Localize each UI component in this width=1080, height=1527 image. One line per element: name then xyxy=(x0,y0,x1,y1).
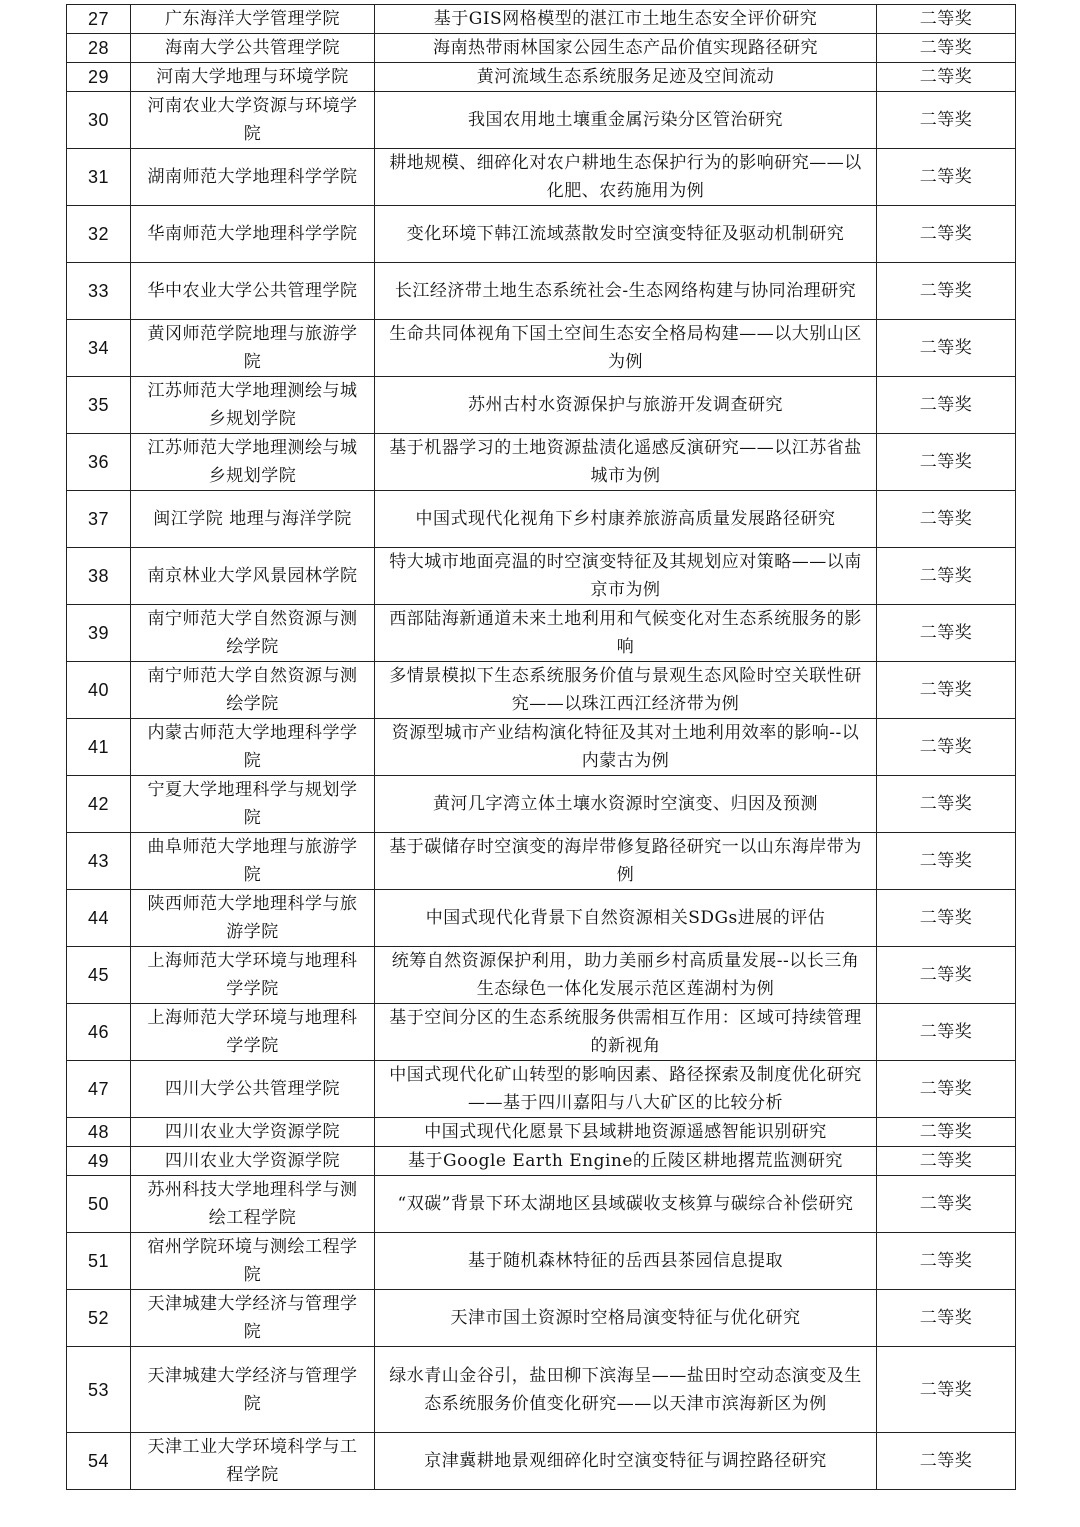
project-title: 海南热带雨林国家公园生态产品价值实现路径研究 xyxy=(375,34,877,63)
school-name: 天津城建大学经济与管理学院 xyxy=(131,1347,375,1433)
row-number: 34 xyxy=(67,320,131,377)
project-title: 黄河几字湾立体土壤水资源时空演变、归因及预测 xyxy=(375,776,877,833)
row-number: 38 xyxy=(67,548,131,605)
table-row xyxy=(67,1176,1016,1233)
row-number: 49 xyxy=(67,1147,131,1176)
project-title: 特大城市地面亮温的时空演变特征及其规划应对策略——以南京市为例 xyxy=(375,548,877,605)
award-level: 二等奖 xyxy=(877,1004,1016,1061)
award-table-body xyxy=(67,5,1016,1490)
school-name: 天津城建大学经济与管理学院 xyxy=(131,1290,375,1347)
row-number: 41 xyxy=(67,719,131,776)
table-row xyxy=(67,605,1016,662)
project-title: 基于Google Earth Engine的丘陵区耕地撂荒监测研究 xyxy=(375,1147,877,1176)
school-name: 四川大学公共管理学院 xyxy=(131,1061,375,1118)
project-title: 京津冀耕地景观细碎化时空演变特征与调控路径研究 xyxy=(375,1433,877,1490)
award-level: 二等奖 xyxy=(877,1118,1016,1147)
school-name: 江苏师范大学地理测绘与城乡规划学院 xyxy=(131,434,375,491)
row-number: 42 xyxy=(67,776,131,833)
table-row xyxy=(67,1147,1016,1176)
project-title: 基于碳储存时空演变的海岸带修复路径研究一以山东海岸带为例 xyxy=(375,833,877,890)
project-title: 耕地规模、细碎化对农户耕地生态保护行为的影响研究——以化肥、农药施用为例 xyxy=(375,149,877,206)
school-name: 曲阜师范大学地理与旅游学院 xyxy=(131,833,375,890)
row-number: 32 xyxy=(67,206,131,263)
award-level: 二等奖 xyxy=(877,1433,1016,1490)
row-number: 52 xyxy=(67,1290,131,1347)
table-row xyxy=(67,1004,1016,1061)
table-row xyxy=(67,34,1016,63)
row-number: 29 xyxy=(67,63,131,92)
award-level: 二等奖 xyxy=(877,5,1016,34)
project-title: 西部陆海新通道未来土地利用和气候变化对生态系统服务的影响 xyxy=(375,605,877,662)
school-name: 天津工业大学环境科学与工程学院 xyxy=(131,1433,375,1490)
project-title: 基于随机森林特征的岳西县茶园信息提取 xyxy=(375,1233,877,1290)
school-name: 河南大学地理与环境学院 xyxy=(131,63,375,92)
table-row xyxy=(67,719,1016,776)
table-row xyxy=(67,947,1016,1004)
award-level: 二等奖 xyxy=(877,434,1016,491)
award-level: 二等奖 xyxy=(877,206,1016,263)
school-name: 南宁师范大学自然资源与测绘学院 xyxy=(131,662,375,719)
school-name: 江苏师范大学地理测绘与城乡规划学院 xyxy=(131,377,375,434)
table-row xyxy=(67,1061,1016,1118)
award-level: 二等奖 xyxy=(877,776,1016,833)
table-row xyxy=(67,5,1016,34)
school-name: 华中农业大学公共管理学院 xyxy=(131,263,375,320)
table-row xyxy=(67,1433,1016,1490)
award-level: 二等奖 xyxy=(877,263,1016,320)
project-title: 基于GIS网格模型的湛江市土地生态安全评价研究 xyxy=(375,5,877,34)
award-level: 二等奖 xyxy=(877,377,1016,434)
project-title: 变化环境下韩江流域蒸散发时空演变特征及驱动机制研究 xyxy=(375,206,877,263)
award-level: 二等奖 xyxy=(877,34,1016,63)
row-number: 39 xyxy=(67,605,131,662)
project-title: 基于机器学习的土地资源盐渍化遥感反演研究——以江苏省盐城市为例 xyxy=(375,434,877,491)
table-row xyxy=(67,548,1016,605)
project-title: 长江经济带土地生态系统社会-生态网络构建与协同治理研究 xyxy=(375,263,877,320)
school-name: 上海师范大学环境与地理科学学院 xyxy=(131,947,375,1004)
school-name: 四川农业大学资源学院 xyxy=(131,1118,375,1147)
school-name: 苏州科技大学地理科学与测绘工程学院 xyxy=(131,1176,375,1233)
project-title: 绿水青山金谷引，盐田柳下滨海呈——盐田时空动态演变及生态系统服务价值变化研究——以天津市滨海新区为例 xyxy=(375,1347,877,1433)
project-title: 中国式现代化背景下自然资源相关SDGs进展的评估 xyxy=(375,890,877,947)
project-title: 多情景模拟下生态系统服务价值与景观生态风险时空关联性研究——以珠江西江经济带为例 xyxy=(375,662,877,719)
table-row xyxy=(67,776,1016,833)
award-level: 二等奖 xyxy=(877,1147,1016,1176)
table-row xyxy=(67,377,1016,434)
project-title: 中国式现代化矿山转型的影响因素、路径探索及制度优化研究——基于四川嘉阳与八大矿区的比较分析 xyxy=(375,1061,877,1118)
table-row xyxy=(67,206,1016,263)
table-row xyxy=(67,320,1016,377)
row-number: 48 xyxy=(67,1118,131,1147)
table-row xyxy=(67,92,1016,149)
table-row xyxy=(67,1118,1016,1147)
school-name: 南宁师范大学自然资源与测绘学院 xyxy=(131,605,375,662)
project-title: 生命共同体视角下国土空间生态安全格局构建——以大别山区为例 xyxy=(375,320,877,377)
award-level: 二等奖 xyxy=(877,63,1016,92)
row-number: 50 xyxy=(67,1176,131,1233)
row-number: 35 xyxy=(67,377,131,434)
project-title: 统筹自然资源保护利用，助力美丽乡村高质量发展--以长三角生态绿色一体化发展示范区莲湖村为例 xyxy=(375,947,877,1004)
table-row xyxy=(67,662,1016,719)
school-name: 闽江学院 地理与海洋学院 xyxy=(131,491,375,548)
award-level: 二等奖 xyxy=(877,149,1016,206)
row-number: 45 xyxy=(67,947,131,1004)
row-number: 54 xyxy=(67,1433,131,1490)
row-number: 27 xyxy=(67,5,131,34)
row-number: 36 xyxy=(67,434,131,491)
award-level: 二等奖 xyxy=(877,662,1016,719)
award-level: 二等奖 xyxy=(877,605,1016,662)
school-name: 宁夏大学地理科学与规划学院 xyxy=(131,776,375,833)
table-row xyxy=(67,491,1016,548)
row-number: 40 xyxy=(67,662,131,719)
row-number: 46 xyxy=(67,1004,131,1061)
award-level: 二等奖 xyxy=(877,1347,1016,1433)
row-number: 51 xyxy=(67,1233,131,1290)
table-row xyxy=(67,1347,1016,1433)
row-number: 44 xyxy=(67,890,131,947)
award-level: 二等奖 xyxy=(877,719,1016,776)
project-title: 黄河流域生态系统服务足迹及空间流动 xyxy=(375,63,877,92)
project-title: 苏州古村水资源保护与旅游开发调查研究 xyxy=(375,377,877,434)
award-level: 二等奖 xyxy=(877,1290,1016,1347)
award-level: 二等奖 xyxy=(877,833,1016,890)
project-title: 我国农用地土壤重金属污染分区管治研究 xyxy=(375,92,877,149)
row-number: 37 xyxy=(67,491,131,548)
school-name: 湖南师范大学地理科学学院 xyxy=(131,149,375,206)
award-level: 二等奖 xyxy=(877,890,1016,947)
school-name: 河南农业大学资源与环境学院 xyxy=(131,92,375,149)
row-number: 43 xyxy=(67,833,131,890)
project-title: 天津市国土资源时空格局演变特征与优化研究 xyxy=(375,1290,877,1347)
school-name: 南京林业大学风景园林学院 xyxy=(131,548,375,605)
award-level: 二等奖 xyxy=(877,1176,1016,1233)
school-name: 上海师范大学环境与地理科学学院 xyxy=(131,1004,375,1061)
table-row xyxy=(67,1233,1016,1290)
award-level: 二等奖 xyxy=(877,1061,1016,1118)
row-number: 33 xyxy=(67,263,131,320)
table-row xyxy=(67,1290,1016,1347)
school-name: 陕西师范大学地理科学与旅游学院 xyxy=(131,890,375,947)
school-name: 黄冈师范学院地理与旅游学院 xyxy=(131,320,375,377)
table-row xyxy=(67,263,1016,320)
award-level: 二等奖 xyxy=(877,947,1016,1004)
project-title: 中国式现代化愿景下县域耕地资源遥感智能识别研究 xyxy=(375,1118,877,1147)
row-number: 28 xyxy=(67,34,131,63)
award-level: 二等奖 xyxy=(877,320,1016,377)
award-level: 二等奖 xyxy=(877,491,1016,548)
row-number: 30 xyxy=(67,92,131,149)
award-level: 二等奖 xyxy=(877,1233,1016,1290)
table-row xyxy=(67,434,1016,491)
award-level: 二等奖 xyxy=(877,92,1016,149)
school-name: 内蒙古师范大学地理科学学院 xyxy=(131,719,375,776)
row-number: 53 xyxy=(67,1347,131,1433)
project-title: 基于空间分区的生态系统服务供需相互作用：区域可持续管理的新视角 xyxy=(375,1004,877,1061)
table-row xyxy=(67,63,1016,92)
school-name: 四川农业大学资源学院 xyxy=(131,1147,375,1176)
school-name: 海南大学公共管理学院 xyxy=(131,34,375,63)
award-level: 二等奖 xyxy=(877,548,1016,605)
award-table xyxy=(66,4,1016,1490)
project-title: 中国式现代化视角下乡村康养旅游高质量发展路径研究 xyxy=(375,491,877,548)
project-title: 资源型城市产业结构演化特征及其对土地利用效率的影响--以内蒙古为例 xyxy=(375,719,877,776)
school-name: 华南师范大学地理科学学院 xyxy=(131,206,375,263)
table-row xyxy=(67,149,1016,206)
table-row xyxy=(67,833,1016,890)
school-name: 宿州学院环境与测绘工程学院 xyxy=(131,1233,375,1290)
row-number: 47 xyxy=(67,1061,131,1118)
school-name: 广东海洋大学管理学院 xyxy=(131,5,375,34)
table-row xyxy=(67,890,1016,947)
row-number: 31 xyxy=(67,149,131,206)
project-title: “双碳”背景下环太湖地区县域碳收支核算与碳综合补偿研究 xyxy=(375,1176,877,1233)
